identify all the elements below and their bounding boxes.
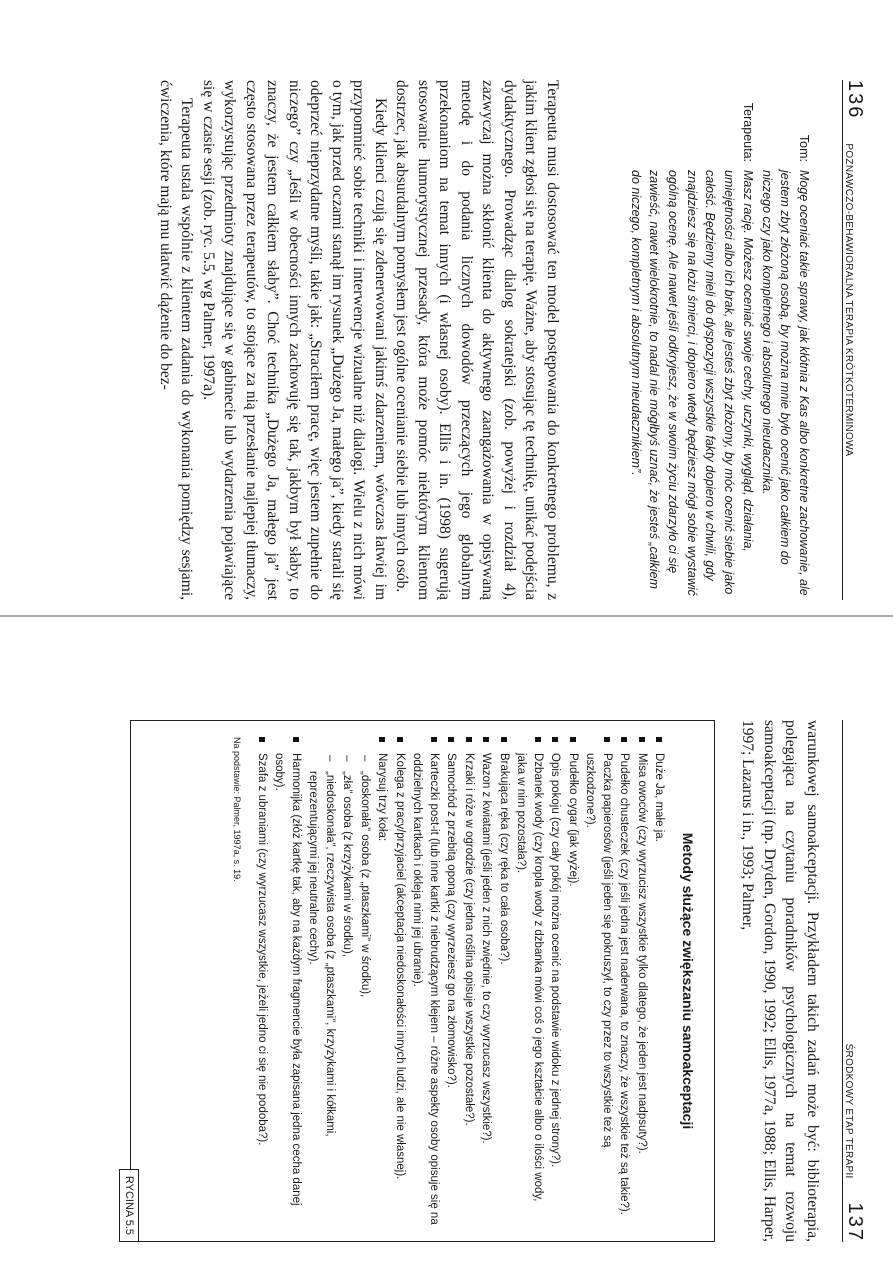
paragraph: Terapeuta musi dostosować ten model postępowania do konkretnego problemu, z jakim klient zgłosi się na terapię. Ważne, aby stosując tę technikę, unikać podejścia dydaktycznego. Prowadząc dialog sokratejski (zob. powyżej i rozdział 4), zazwyczaj można skłonić klienta do aktywnego zaangażowania w opisywaną metodę i do podania licznych dowodów przeczących jego globalnym przekonaniom na temat innych (i własnej osoby). Ellis i in. (1998) sugerują stosowanie humorystycznej przesady, która może pomóc niektórym klientom dostrzec, jak absurdalnym pomysłem jest ogólne ocenianie siebie lub innych osób. (393, 80, 561, 600)
running-title: ŚRODKOWY ETAP TERAPII (843, 1043, 854, 1179)
body-text (737, 720, 823, 1242)
dialog-text: Mogę oceniać takie sprawy, jak kłótnia z Kas albo konkretne zachowanie, ale jestem zbyt złożoną osobą, by można mnie było ocenić jako całkiem do niczego czy jako kompletnego i absolutnego nieudacznika. (759, 170, 811, 596)
running-title: POZNAWCZO-BEHAWIORALNA TERAPIA KRÓTKOTERMINOWA (843, 143, 854, 457)
figure-source: Na podstawie: Palmer, 1997a, s. 19. (232, 737, 243, 882)
list-item: Paczka papierosów (jeśli jeden się pokruszył, to czy przez to wszystkie też są uszkodzone?). (582, 737, 615, 1225)
figure-label: RYCINA 5.5 (119, 1169, 140, 1242)
list-item: Karteczki post-it (lub inne kartki z niebrudzącym klejem – różne aspekty osoby opisuje się na oddzielnych kartkach i okleja nimi jej ubranie). (409, 737, 442, 1225)
dialog-line (757, 90, 813, 600)
list-item: Krzaki i róże w ogrodzie (czy jedna roślina opisuje wszystkie pozostałe?). (461, 737, 478, 1225)
bullet-icon (553, 737, 559, 742)
list-item: Narysuj trzy koła: (374, 737, 391, 1225)
bullet-icon (657, 737, 663, 742)
page-header (842, 720, 866, 1242)
list-item: Duże Ja, małe ja. (651, 737, 668, 1225)
figure-box (123, 720, 715, 1242)
list-item: Opis pokoju (czy cały pokój można ocenić na podstawie widoku z jednej strony?). (547, 737, 564, 1225)
dialog-line (626, 90, 757, 600)
page-header (842, 80, 866, 600)
dialog-text: Masz rację. Możesz oceniać swoje cechy, uczynki, wygląd, działania, umiejętności albo ich brak, ale jesteś zbyt złożony, by móc ocenić siebie jako całość. Będziemy mieli do dyspozycji wszystkie fakty dopiero w chwili, gdy znajdziesz się na łożu śmierci, i dopiero wtedy będziesz mógł sobie wystawić ogólną ocenę. Ale nawet jeśli odkryjesz, że w swoim życiu zdarzyło ci się zawieść, nawet wielokrotnie, to nadal nie mógłbyś uznać, że jesteś „całkiem do niczego, kompletnym i absolutnym nieudacznikiem”. (628, 170, 755, 596)
bullet-icon (466, 737, 472, 742)
left-page (0, 0, 893, 620)
bullet-icon (380, 737, 386, 742)
bullet-icon (397, 737, 403, 742)
sub-item: – „niedoskonała”, rzeczywista osoba (z „ptaszkami”, krzyżykami i kółkami, reprezentującymi jej neutralne cechy). (307, 755, 336, 1137)
bullet-icon (449, 737, 455, 742)
bullet-icon (604, 737, 610, 742)
gutter-shadow (0, 615, 893, 617)
bullet-icon (535, 737, 541, 742)
bullet-icon (431, 737, 437, 742)
list-item: Pudełko cygar (jak wyżej). (565, 737, 582, 1225)
right-page (0, 640, 893, 1262)
bullet-icon (484, 737, 490, 742)
bullet-icon (639, 737, 645, 742)
figure-title: Metody służące zwiększaniu samoakceptacji (680, 832, 696, 1130)
list-item: Kolega z pracy/przyjaciel (akceptacja niedoskonałości innych ludzi, ale nie własnej). (392, 737, 409, 1225)
paragraph: warunkowej samoakceptacji. Przykładem takich zadań może być: biblioterapia, polegająca na czytaniu poradników psychologicznych na temat rozwoju samoakceptacji (np. Dryden, Gordon, 1990, 1992; Ellis, 1977a, 1988; Ellis, Harper, 1997; Lazarus i in., 1993; Palmer, (739, 720, 821, 1242)
list-item: Pudełko chusteczek (czy jeśli jedna jest naderwana, to znaczy, że wszystkie też są takie?). (616, 737, 633, 1225)
body-text (155, 80, 564, 600)
sub-item: – „zła” osoba (z krzyżykami w środku), (341, 755, 354, 957)
bullet-icon (570, 737, 576, 742)
list-item: Szafa z ubraniami (czy wyrzucasz wszystkie, jeżeli jedno ci się nie podoba?). (254, 737, 271, 1225)
list-item: Brakująca ręka (czy ręka to cała osoba?). (496, 737, 513, 1225)
paragraph: Terapeuta ustala wspólnie z klientem zadania do wykonania pomiędzy sesjami, ćwiczenia, które mają mu ułatwić dążenie do bez- (157, 80, 196, 600)
list-item: Wazon z kwiatami (jeśli jeden z nich zwiędnie, to czy wyrzucasz wszystkie?). (478, 737, 495, 1225)
bullet-icon (501, 737, 507, 742)
list-item: Samochód z przebitą oponą (czy wyrzeziesz go na złomowisko?). (443, 737, 460, 1225)
bullet-icon (293, 737, 299, 742)
method-list (254, 737, 668, 1225)
speaker: Terapeuta: (740, 102, 755, 162)
paragraph: Kiedy klienci czują się zdenerwowani jakimś zdarzeniem, wówczas łatwiej im przypomnieć sobie techniki i interwencje wizualne niż dialogi. Wielu z nich mówi o tym, jak przed oczami stanął im rysunek „Dużego Ja, małego ja”, kiedy starali się odeprzeć nieprzydatne myśli, takie jak: „Straciłem pracę, więc jestem zupełnie do niczego” czy „Jeśli w obecności innych zachowuję się tak, jakbym był słaby, to znaczy, że jestem całkiem słaby”. Choć technika „Dużego Ja, małego ja” jest często stosowana przez terapeutów, to stojące za nią przesłanie najlepiej tłumaczy, wykorzystując przedmioty znajdujące się w gabinecie lub wydarzenia pojawiające się w czasie sesji (zob. ryc. 5.5, wg Palmer, 1997a). (200, 80, 389, 600)
page-number: 136 (844, 80, 866, 120)
list-item: Dzbanek wody (czy kropla wody z dzbanka mówi coś o jego kształcie albo o ilości wody, jaka w nim pozostała?). (513, 737, 546, 1225)
bullet-icon (259, 737, 265, 742)
speaker: Tom: (797, 134, 811, 162)
dialog-excerpt (626, 90, 813, 600)
list-item: Misa owoców (czy wyrzucisz wszystkie tylko dlatego, że jeden jest nadpsuty?). (634, 737, 651, 1225)
list-item: Harmonijka (złóż kartkę tak, aby na każdym fragmencie była zapisana jedna cecha danej osoby). (271, 737, 304, 1225)
bullet-icon (622, 737, 628, 742)
sub-item: – „doskonała” osoba (z „ptaszkami” w środku), (359, 755, 371, 998)
page-number: 137 (844, 1202, 866, 1242)
